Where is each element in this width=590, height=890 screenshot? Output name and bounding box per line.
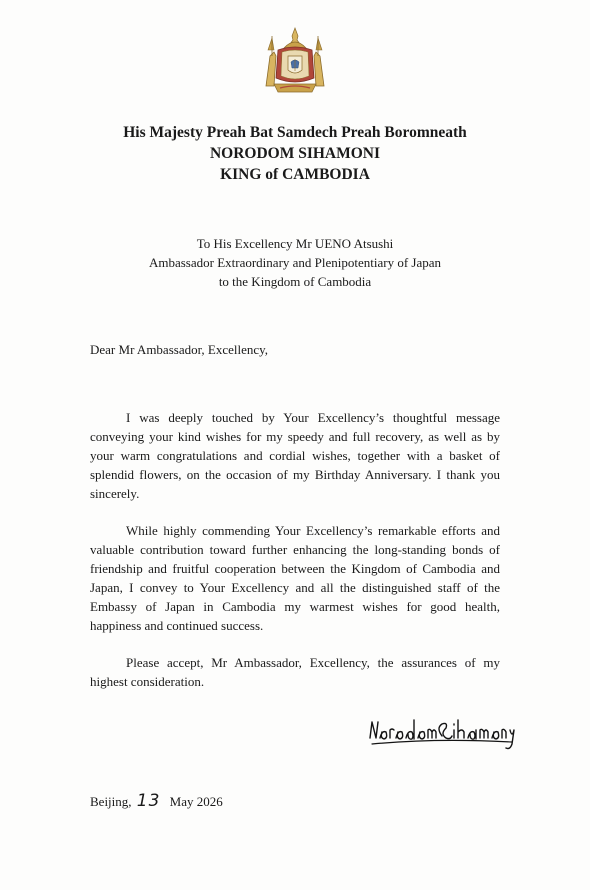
place-date <box>90 790 223 813</box>
sender-role: KING of CAMBODIA <box>220 166 370 183</box>
handwritten-day: 13 <box>136 791 161 811</box>
place: Beijing, <box>90 794 132 809</box>
sender-block <box>0 122 590 185</box>
month-year: May 2026 <box>169 794 223 809</box>
body-paragraph: While highly commending Your Excellency’s remarkable efforts and valuable contribution toward further enhancing the long-standing bonds of friendship and fruitful cooperation between the Kingdom of Cambodia and Japan, I convey to Your Excellency and all the distinguished staff of the Embassy of Japan in Cambodia my warmest wishes for good health, happiness and continued success. <box>90 523 500 633</box>
sender-name: NORODOM SIHAMONI <box>209 145 381 162</box>
handwritten-signature-icon <box>366 708 518 754</box>
royal-arms-of-cambodia-icon <box>260 26 330 96</box>
recipient-title: Ambassador Extraordinary and Plenipotentiary of Japan <box>148 255 442 270</box>
sender-title: His Majesty Preah Bat Samdech Preah Boromneath <box>123 124 467 141</box>
recipient-name: To His Excellency Mr UENO Atsushi <box>196 236 394 251</box>
letter-body <box>90 408 500 709</box>
body-paragraph: Please accept, Mr Ambassador, Excellency, the assurances of my highest consideration. <box>90 655 500 689</box>
body-paragraph: I was deeply touched by Your Excellency’s thoughtful message conveying your kind wishes for my speedy and full recovery, as well as by your warm congratulations and cordial wishes, together with a basket of splendid flowers, on the occasion of my Birthday Anniversary. I thank you sincerely. <box>90 410 500 501</box>
recipient-posting: to the Kingdom of Cambodia <box>218 274 372 289</box>
recipient-block <box>0 234 590 291</box>
salutation: Dear Mr Ambassador, Excellency, <box>90 342 269 357</box>
